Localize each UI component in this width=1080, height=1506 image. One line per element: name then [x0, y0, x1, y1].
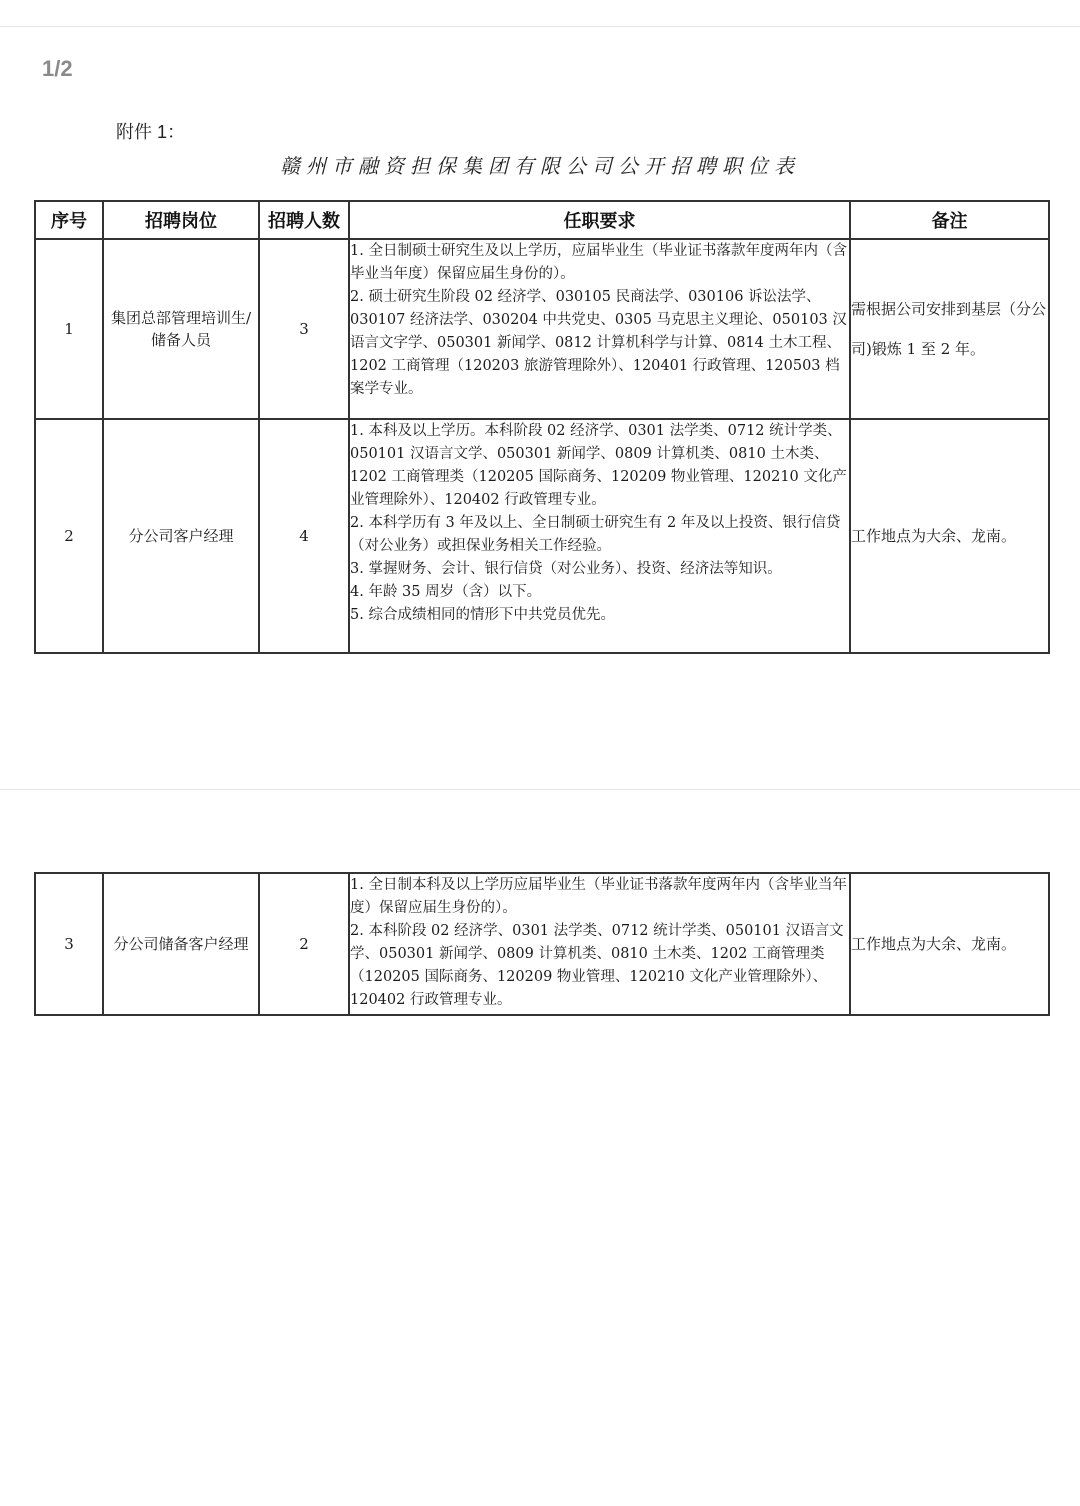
row-position	[103, 239, 259, 419]
requirement-line: 4. 年龄 35 周岁（含）以下。	[350, 584, 542, 600]
row-note: 工作地点为大余、龙南。	[850, 873, 1049, 1015]
table-row	[35, 419, 1049, 653]
row-no: 3	[35, 873, 103, 1015]
position-text: 分公司储备客户经理	[113, 935, 249, 953]
row-note: 需根据公司安排到基层（分公司)锻炼 1 至 2 年。	[850, 239, 1049, 419]
top-divider	[0, 26, 1080, 27]
document-title: 赣州市融资担保集团有限公司公开招聘职位表	[280, 154, 800, 178]
header-position: 招聘岗位	[103, 201, 259, 239]
row-requirements	[349, 873, 850, 1015]
recruitment-table-continued	[34, 872, 1050, 1016]
page-divider	[0, 789, 1080, 790]
requirement-line: 1. 全日制本科及以上学历应届毕业生（毕业证书落款年度两年内（含毕业当年度）保留应届生身份的）。	[350, 877, 847, 916]
row-count: 2	[259, 873, 349, 1015]
row-count: 3	[259, 239, 349, 419]
header-count: 招聘人数	[259, 201, 349, 239]
page-indicator: 1/2	[42, 56, 73, 81]
row-no: 1	[35, 239, 103, 419]
header-note: 备注	[850, 201, 1049, 239]
header-no: 序号	[35, 201, 103, 239]
row-position	[103, 419, 259, 653]
requirement-line: 1. 本科及以上学历。本科阶段 02 经济学、0301 法学类、0712 统计学类、050101 汉语言文学、050301 新闻学、0809 计算机类、0810 土木类、1202 工商管理类（120205 国际商务、120209 物业管理、120210 文化产业管理除外）、120402 行政管理专业。	[350, 423, 847, 508]
requirement-line: 2. 硕士研究生阶段 02 经济学、030105 民商法学、030106 诉讼法学、030107 经济法学、030204 中共党史、0305 马克思主义理论、050103 汉语言文字学、050301 新闻学、0812 计算机科学与计算、0814 土木工程、1202 工商管理（120203 旅游管理除外）、120401 行政管理、120503 档案学专业。	[350, 289, 847, 397]
row-note: 工作地点为大余、龙南。	[850, 419, 1049, 653]
row-requirements	[349, 419, 850, 653]
requirement-line: 2. 本科阶段 02 经济学、0301 法学类、0712 统计学类、050101 汉语言文学、050301 新闻学、0809 计算机类、0810 土木类、1202 工商管理类（120205 国际商务、120209 物业管理、120210 文化产业管理除外）、120402 行政管理专业。	[350, 923, 844, 1008]
position-text: 集团总部管理培训生/储备人员	[110, 309, 252, 349]
table-header-row	[35, 201, 1049, 239]
attachment-label: 附件 1：	[116, 122, 186, 142]
row-no: 2	[35, 419, 103, 653]
row-requirements	[349, 239, 850, 419]
table-row	[35, 873, 1049, 1015]
header-requirements: 任职要求	[349, 201, 850, 239]
position-text: 分公司客户经理	[128, 527, 234, 545]
row-position	[103, 873, 259, 1015]
requirement-line: 1. 全日制硕士研究生及以上学历，应届毕业生（毕业证书落款年度两年内（含毕业当年度）保留应届生身份的）。	[350, 243, 847, 282]
requirement-line: 3. 掌握财务、会计、银行信贷（对公业务）、投资、经济法等知识。	[350, 561, 782, 577]
table-row	[35, 239, 1049, 419]
recruitment-table	[34, 200, 1050, 654]
requirement-line: 2. 本科学历有 3 年及以上、全日制硕士研究生有 2 年及以上投资、银行信贷（对公业务）或担保业务相关工作经验。	[350, 515, 841, 554]
row-count: 4	[259, 419, 349, 653]
requirement-line: 5. 综合成绩相同的情形下中共党员优先。	[350, 607, 615, 623]
